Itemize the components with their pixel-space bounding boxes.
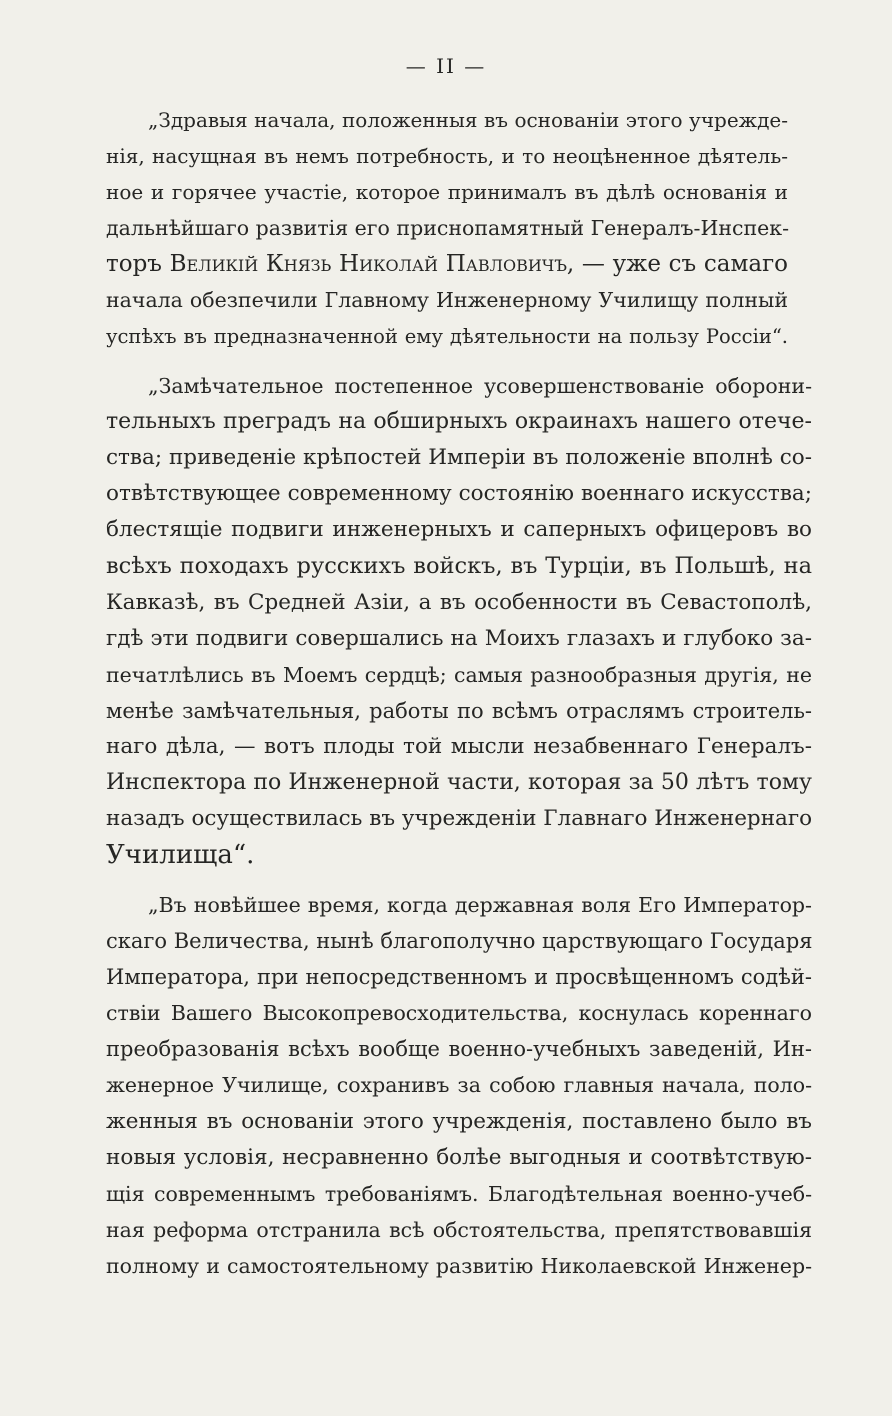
text-line: ная реформа отстранила всѣ обстоятельства, препятствовавшiя bbox=[106, 1217, 812, 1242]
text-line: скаго Величества, нынѣ благополучно царствующаго Государя bbox=[106, 929, 813, 954]
text-line: Кавказѣ, въ Средней Азiи, а въ особенности въ Севастополѣ, bbox=[106, 589, 812, 615]
text-line: женерное Училище, сохранивъ за собою главныя начала, поло- bbox=[106, 1073, 812, 1098]
text-line: печатлѣлись въ Моемъ сердцѣ; самыя разнообразныя другiя, не bbox=[106, 662, 812, 687]
text-line: ства; приведенiе крѣпостей Имперiи въ положенiе вполнѣ со- bbox=[106, 445, 812, 471]
text-line: нiя, насущная въ немъ потребность, и то неоцѣненное дѣятель- bbox=[106, 144, 788, 169]
text-line: гдѣ эти подвиги совершались на Моихъ глазахъ и глубоко за- bbox=[106, 625, 812, 651]
text-line bbox=[106, 246, 788, 282]
text-line-after-name: , — уже съ самаго bbox=[566, 251, 788, 278]
text-line: всѣхъ походахъ русскихъ войскъ, въ Турцiи, въ Польшѣ, на bbox=[106, 553, 812, 580]
text-line: начала обезпечили Главному Инженерному Училищу полный bbox=[106, 288, 788, 313]
text-line: успѣхъ въ предназначенной ему дѣятельности на пользу Россiи“. bbox=[106, 324, 788, 348]
text-line: тельныхъ преградъ на обширныхъ окраинахъ нашего отече- bbox=[106, 409, 812, 435]
text-line: Инспектора по Инженерной части, которая за 50 лѣтъ тому bbox=[106, 770, 812, 796]
text-line: преобразованiя всѣхъ вообще военно-учебныхъ заведенiй, Ин- bbox=[106, 1037, 812, 1062]
text-line: щiя современнымъ требованiямъ. Благодѣтельная военно-учеб- bbox=[106, 1181, 812, 1206]
text-line: ствiи Вашего Высокопревосходительства, коснулась кореннаго bbox=[106, 1001, 812, 1026]
text-line: „Въ новѣйшее время, когда державная воля Его Император- bbox=[148, 893, 812, 917]
text-line: отвѣтствующее современному состоянiю военнаго искусства; bbox=[106, 481, 812, 507]
text-line: наго дѣла, — вотъ плоды той мысли незабвеннаго Генералъ- bbox=[106, 733, 812, 759]
text-line: ное и горячее участiе, которое принималъ въ дѣлѣ основанiя и bbox=[106, 180, 788, 205]
text-line: Училища“. bbox=[106, 840, 255, 871]
paragraph-2 bbox=[106, 368, 812, 873]
text-line: „Здравыя начала, положенныя въ основанiи этого учрежде- bbox=[148, 108, 788, 132]
text-line-before-name: торъ bbox=[106, 251, 170, 278]
text-line: Императора, при непосредственномъ и просвѣщенномъ содѣй- bbox=[106, 965, 812, 990]
paragraph-1 bbox=[106, 102, 788, 355]
page-number: — II — bbox=[405, 54, 487, 78]
text-line: менѣе замѣчательныя, работы по всѣмъ отраслямъ строитель- bbox=[106, 698, 812, 723]
text-line: „Замѣчательное постепенное усовершенствованiе оборони- bbox=[148, 374, 812, 398]
text-line: назадъ осуществилась въ учрежденiи Главнаго Инженернаго bbox=[106, 806, 813, 832]
text-line: дальнѣйшаго развитiя его приснопамятный Генералъ-Инспек- bbox=[106, 216, 789, 241]
text-line: новыя условiя, несравненно болѣе выгодныя и соотвѣтствую- bbox=[106, 1144, 812, 1170]
paragraph-3 bbox=[106, 887, 812, 1284]
text-line: блестящiе подвиги инженерныхъ и саперныхъ офицеровъ во bbox=[106, 517, 812, 543]
text-line: полному и самостоятельному развитiю Николаевской Инженер- bbox=[106, 1253, 812, 1278]
text-line: женныя въ основанiи этого учрежденiя, поставлено было въ bbox=[106, 1108, 812, 1134]
grand-duke-name: Великiй Князь Николай Павловичъ bbox=[169, 251, 567, 278]
